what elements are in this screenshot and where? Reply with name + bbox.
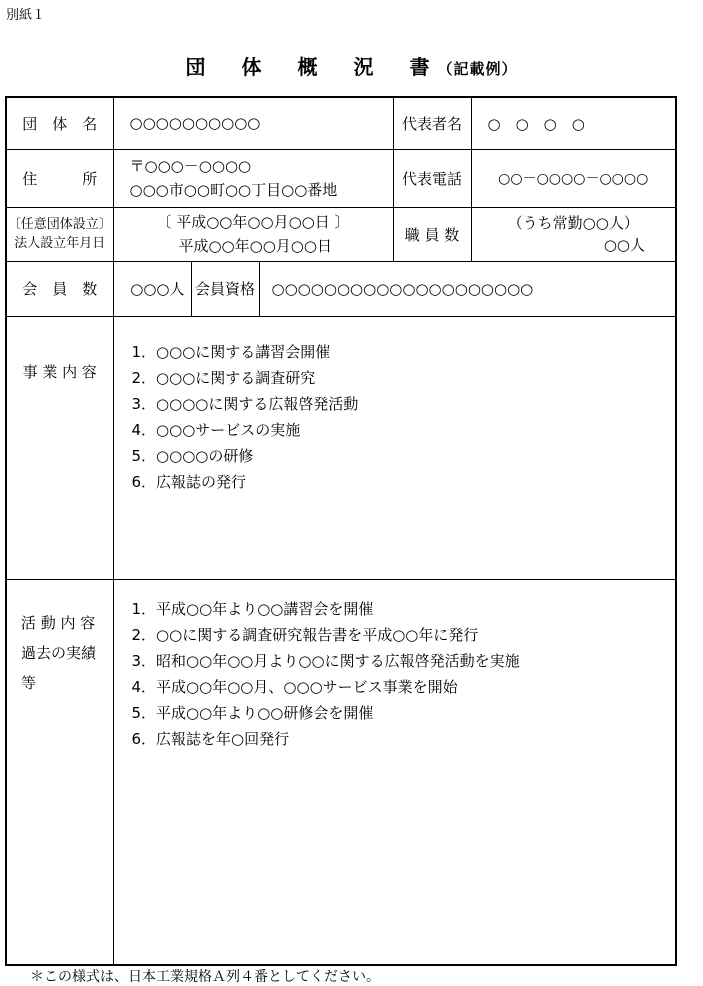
address-value bbox=[113, 149, 393, 207]
phone-label: 代表電話 bbox=[393, 149, 471, 207]
address-postal-line: 〒○○○－○○○○ bbox=[129, 157, 252, 175]
business-item: 2．○○○に関する調査研究 bbox=[131, 368, 316, 387]
business-item: 5．○○○○の研修 bbox=[131, 446, 254, 465]
business-content-label: 事 業 内 容 bbox=[6, 316, 113, 579]
representative-value: ○ ○ ○ ○ bbox=[471, 97, 676, 149]
establishment-label-line1: 〔任意団体設立〕 bbox=[7, 217, 112, 232]
voluntary-establishment-date: 〔 平成○○年○○月○○日 〕 bbox=[156, 213, 350, 231]
activity-item: 6．広報誌を年○回発行 bbox=[131, 729, 290, 748]
row-activities bbox=[6, 579, 676, 965]
member-count-value: ○○○人 bbox=[113, 261, 191, 316]
row-establishment bbox=[6, 207, 676, 261]
address-street-line: ○○○市○○町○○丁目○○番地 bbox=[129, 181, 338, 199]
attachment-label: 別紙１ bbox=[6, 8, 46, 23]
page-title bbox=[0, 51, 703, 80]
business-item: 4．○○○サービスの実施 bbox=[131, 420, 301, 439]
establishment-label-line2: 法人設立年月日 bbox=[14, 236, 106, 251]
establishment-label bbox=[6, 207, 113, 261]
activities-label-line3: 等 bbox=[21, 673, 37, 692]
staff-count-label: 職 員 数 bbox=[393, 207, 471, 261]
activities-label bbox=[6, 579, 113, 965]
member-qualification-label: 会員資格 bbox=[191, 261, 259, 316]
staff-fulltime-value: （うち常勤○○人） bbox=[507, 214, 639, 232]
member-qualification-value: ○○○○○○○○○○○○○○○○○○○○ bbox=[259, 261, 676, 316]
activity-item: 4．平成○○年○○月、○○○サービス事業を開始 bbox=[131, 677, 458, 696]
org-name-label: 団 体 名 bbox=[6, 97, 113, 149]
member-count-label: 会 員 数 bbox=[6, 261, 113, 316]
footer-note: ＊この様式は、日本工業規格Ａ列４番としてください。 bbox=[30, 969, 380, 985]
business-item: 3．○○○○に関する広報啓発活動 bbox=[131, 394, 359, 413]
activities-label-line2: 過去の実績 bbox=[21, 643, 97, 662]
row-organization bbox=[6, 97, 676, 149]
corporate-establishment-date: 平成○○年○○月○○日 bbox=[178, 237, 332, 255]
row-members bbox=[6, 261, 676, 316]
activity-item: 2．○○に関する調査研究報告書を平成○○年に発行 bbox=[131, 625, 479, 644]
activities-value bbox=[113, 579, 676, 965]
establishment-value bbox=[113, 207, 393, 261]
address-label: 住 所 bbox=[6, 149, 113, 207]
page-title-main: 団 体 概 況 書 bbox=[185, 55, 438, 79]
staff-count-value bbox=[471, 207, 676, 261]
overview-table bbox=[5, 96, 677, 966]
staff-total-value: ○○人 bbox=[603, 236, 645, 254]
row-business bbox=[6, 316, 676, 579]
activity-item: 1．平成○○年より○○講習会を開催 bbox=[131, 599, 374, 618]
row-address bbox=[6, 149, 676, 207]
activity-item: 5．平成○○年より○○研修会を開催 bbox=[131, 703, 374, 722]
page-title-note: （記載例） bbox=[437, 60, 518, 78]
org-name-value: ○○○○○○○○○○ bbox=[113, 97, 393, 149]
business-item: 1．○○○に関する講習会開催 bbox=[131, 342, 331, 361]
activity-item: 3．昭和○○年○○月より○○に関する広報啓発活動を実施 bbox=[131, 651, 520, 670]
representative-label: 代表者名 bbox=[393, 97, 471, 149]
business-item: 6．広報誌の発行 bbox=[131, 472, 247, 491]
activities-label-line1: 活 動 内 容 bbox=[21, 613, 96, 632]
phone-value: ○○－○○○○－○○○○ bbox=[471, 149, 676, 207]
business-content-value bbox=[113, 316, 676, 579]
